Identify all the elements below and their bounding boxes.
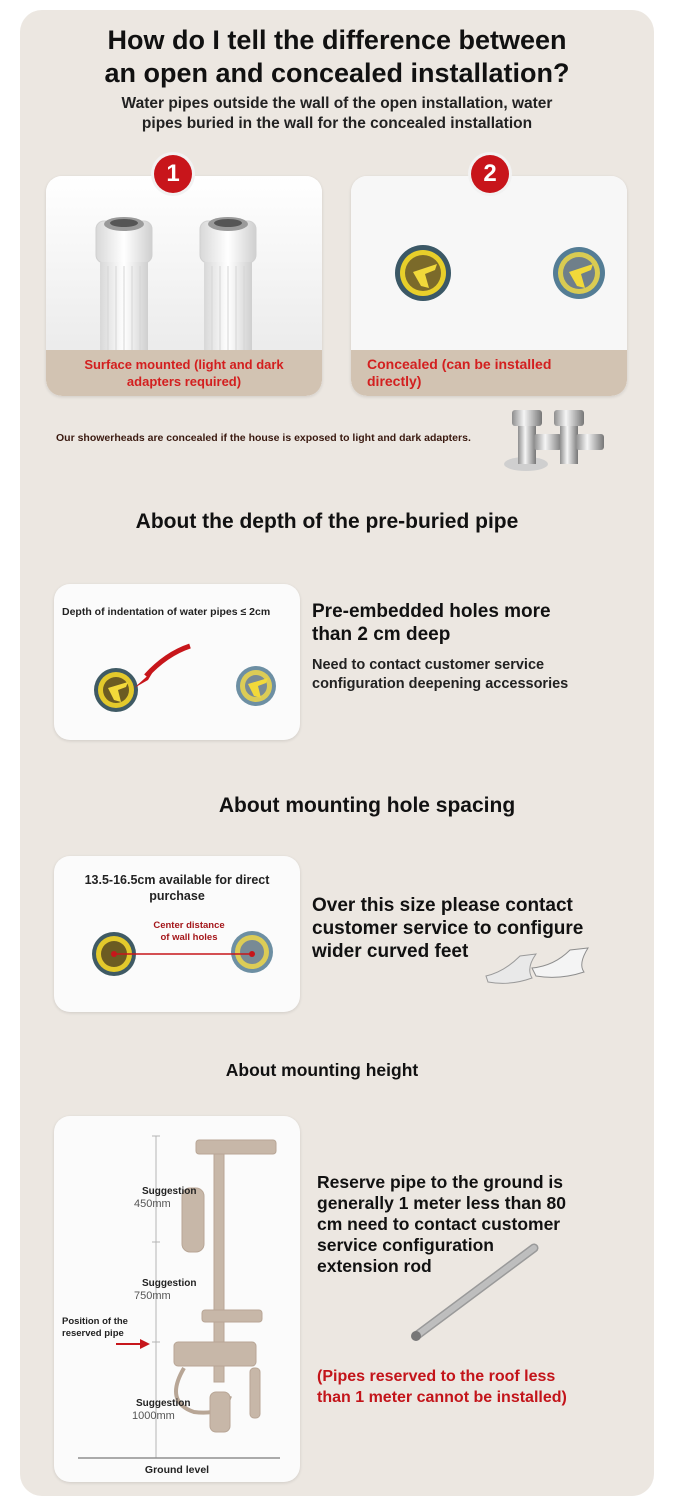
- depth-title: [312, 600, 551, 646]
- extension-rod-icon: [406, 1240, 546, 1350]
- spacing-section-heading: About mounting hole spacing: [218, 794, 516, 817]
- concealed-pipes-illustration: [351, 176, 627, 356]
- height-warning-line-1: (Pipes reserved to the roof less: [317, 1368, 556, 1385]
- spacing-card-label-line-1: 13.5-16.5cm available for direct: [84, 873, 270, 887]
- reserved-pipe-label: [62, 1316, 128, 1340]
- curved-feet-icon: [480, 938, 600, 988]
- reserved-pipe-arrow-head: [140, 1339, 150, 1349]
- adapter-fittings-icon: [494, 402, 614, 474]
- height-section-heading: About mounting height: [225, 1060, 419, 1080]
- depth-illustration: [54, 584, 300, 740]
- title-line-2: an open and concealed installation?: [104, 58, 570, 88]
- height-text-line-2: generally 1 meter less than 80: [317, 1193, 567, 1213]
- depth-body-line-1: Need to contact customer service: [312, 657, 545, 673]
- surface-mounted-caption-line-2: adapters required): [126, 374, 242, 389]
- suggestion-2-value: 750mm: [134, 1290, 171, 1302]
- depth-section-heading: About the depth of the pre-buried pipe: [135, 510, 519, 533]
- spacing-card: [54, 856, 300, 1012]
- left-pipe-icon: [96, 217, 152, 352]
- depth-title-line-1: Pre-embedded holes more: [312, 601, 551, 622]
- suggestion-3-label: Suggestion: [136, 1398, 191, 1409]
- badge-1: 1: [154, 155, 192, 193]
- subtitle-line-1: Water pipes outside the wall of the open installation, water: [121, 95, 553, 112]
- spacing-text-line-2: customer service to configure: [312, 918, 584, 939]
- depth-body-line-2: configuration deepening accessories: [312, 676, 569, 692]
- shallow-hole-icon: [236, 666, 276, 706]
- height-warning: [317, 1366, 567, 1408]
- suggestion-1: [134, 1186, 196, 1210]
- center-label-line-1: Center distance: [153, 920, 225, 931]
- depth-card: [54, 584, 300, 740]
- reserved-label-line-1: Position of the: [62, 1316, 128, 1327]
- suggestion-2: [134, 1278, 196, 1302]
- reserved-label-line-2: reserved pipe: [62, 1328, 124, 1339]
- page-title: [20, 24, 654, 90]
- right-wall-hole-icon: [553, 247, 605, 299]
- concealed-caption-bar: [351, 350, 627, 396]
- depth-title-line-2: than 2 cm deep: [312, 624, 451, 645]
- concealed-card: [351, 176, 627, 396]
- right-pipe-icon: [200, 217, 256, 352]
- height-text-line-5: extension rod: [317, 1256, 432, 1276]
- adapter-note: Our showerheads are concealed if the house is exposed to light and dark adapters.: [56, 432, 471, 444]
- depth-body: [312, 656, 568, 694]
- infographic-page: [20, 10, 654, 1496]
- concealed-caption-line-1: Concealed (can be installed: [367, 356, 552, 372]
- surface-mounted-caption-bar: [46, 350, 322, 396]
- spacing-text-line-3: wider curved feet: [312, 941, 469, 962]
- suggestion-3-value: 1000mm: [132, 1410, 175, 1422]
- height-text-line-4: service configuration: [317, 1235, 494, 1255]
- suggestion-1-value: 450mm: [134, 1198, 171, 1210]
- page-subtitle: [50, 94, 624, 134]
- height-card: [54, 1116, 300, 1482]
- height-text-line-3: cm need to contact customer: [317, 1214, 561, 1234]
- suggestion-3: [132, 1398, 190, 1422]
- left-wall-hole-icon: [395, 245, 451, 301]
- spacing-card-label-line-2: purchase: [149, 889, 205, 903]
- badge-2: 2: [471, 155, 509, 193]
- spacing-text-line-1: Over this size please contact: [312, 895, 573, 916]
- spacing-illustration: [54, 856, 300, 1012]
- depth-card-label: Depth of indentation of water pipes ≤ 2cm: [62, 606, 271, 618]
- surface-mounted-card: [46, 176, 322, 396]
- suggestion-1-label: Suggestion: [142, 1186, 197, 1197]
- title-line-1: How do I tell the difference between: [107, 25, 567, 55]
- center-label-line-2: of wall holes: [160, 932, 218, 943]
- exposed-pipes-illustration: [46, 176, 322, 356]
- height-warning-line-2: than 1 meter cannot be installed): [317, 1389, 567, 1406]
- height-text-line-1: Reserve pipe to the ground is: [317, 1172, 564, 1192]
- suggestion-2-label: Suggestion: [142, 1278, 197, 1289]
- concealed-caption-line-2: directly): [367, 373, 422, 389]
- subtitle-line-2: pipes buried in the wall for the concealed installation: [141, 115, 533, 132]
- deep-hole-icon: [94, 668, 138, 712]
- surface-mounted-caption-line-1: Surface mounted (light and dark: [84, 357, 284, 372]
- ground-level-label: Ground level: [144, 1464, 210, 1476]
